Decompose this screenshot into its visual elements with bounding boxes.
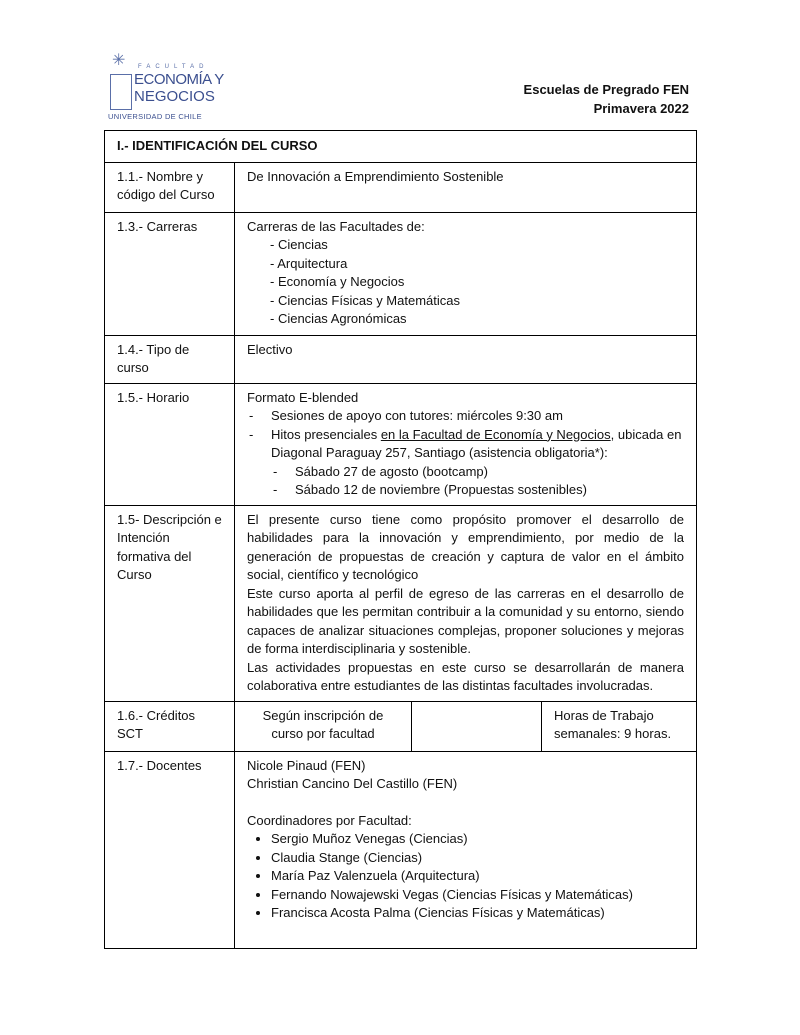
horario-item: - Sesiones de apoyo con tutores: miércoles 9:30 am: [271, 407, 684, 426]
label-horario: 1.5.- Horario: [105, 383, 235, 505]
label-docentes: 1.7.- Docentes: [105, 751, 235, 948]
section-title: I.- IDENTIFICACIÓN DEL CURSO: [105, 131, 697, 163]
desc-paragraph: Este curso aporta al perfil de egreso de las carreras en el desarrollo de habilidades que les permitan contribuir a la comunidad y su entorno, siendo capaces de analizar situaciones complejas, proponer soluciones y mejoras de forma interdisciplinaria y sostenible.: [247, 585, 684, 656]
carrera-item: - Economía y Negocios: [270, 274, 405, 289]
text: Hitos presenciales: [271, 426, 381, 442]
carrera-item: - Ciencias Agronómicas: [270, 311, 407, 326]
header-line2: Primavera 2022: [593, 101, 689, 116]
label-descripcion: 1.5- Descripción e Intención formativa del Curso: [105, 505, 235, 701]
value-horas: Horas de Trabajo semanales: 9 horas.: [542, 701, 697, 751]
fen-logo: [108, 52, 224, 126]
coordinator: • Francisca Acosta Palma (Ciencias Físicas y Matemáticas): [271, 904, 684, 923]
coordinator: • Sergio Muñoz Venegas (Ciencias): [271, 830, 684, 849]
coordinator: • Claudia Stange (Ciencias): [271, 849, 684, 868]
docente: Christian Cancino Del Castillo (FEN): [247, 776, 458, 791]
value-creditos: Según inscripción de curso por facultad: [235, 701, 412, 751]
docente: Nicole Pinaud (FEN): [247, 757, 366, 773]
carrera-item: - Arquitectura: [270, 255, 348, 271]
empty-cell: [412, 701, 542, 751]
carreras-intro: Carreras de las Facultades de:: [247, 218, 425, 234]
coord-title: Coordinadores por Facultad:: [247, 812, 412, 828]
desc-paragraph: El presente curso tiene como propósito promover el desarrollo de habilidades para la innovación y emprendimiento, por medio de la generación de propuestas de creación y captura de valor en el ámbito social, científico y tecnológico: [247, 511, 684, 582]
label-creditos: 1.6.- Créditos SCT: [105, 701, 235, 751]
coordinator: • María Paz Valenzuela (Arquitectura): [271, 867, 684, 886]
horario-format: Formato E-blended: [247, 389, 359, 405]
logo-seal: [110, 74, 132, 110]
logo-line1: ECONOMÍA Y: [134, 71, 224, 88]
value-carreras: [235, 212, 697, 335]
coordinator: • Fernando Nowajewski Vegas (Ciencias Físicas y Matemáticas): [271, 886, 684, 905]
logo-line2: NEGOCIOS: [134, 88, 215, 105]
carrera-item: - Ciencias Físicas y Matemáticas: [270, 292, 460, 308]
value-tipo: Electivo: [235, 335, 697, 383]
logo-star-icon: ✳: [112, 52, 126, 69]
date-item: - Sábado 12 de noviembre (Propuestas sostenibles): [295, 481, 684, 500]
label-carreras: 1.3.- Carreras: [105, 212, 235, 335]
value-descripcion: [235, 505, 697, 701]
logo-facultad: FACULTAD: [138, 64, 209, 70]
header-line1: Escuelas de Pregrado FEN: [523, 82, 689, 97]
value-nombre: De Innovación a Emprendimiento Sostenible: [235, 162, 697, 212]
carrera-item: - Ciencias: [270, 237, 328, 252]
value-docentes: [235, 751, 697, 948]
date-item: - Sábado 27 de agosto (bootcamp): [295, 463, 684, 482]
course-table: [104, 130, 697, 949]
underlined-text: en la Facultad de Economía y Negocios: [380, 426, 611, 442]
label-tipo: 1.4.- Tipo de curso: [105, 335, 235, 383]
text: , ubicada en Diagonal Paraguay 257, Santiago (asistencia obligatoria*):: [271, 426, 682, 460]
logo-line3: UNIVERSIDAD DE CHILE: [108, 112, 202, 121]
value-horario: [235, 383, 697, 505]
desc-paragraph: Las actividades propuestas en este curso se desarrollarán de manera colaborativa entre estudiantes de las distintas facultades involucradas.: [247, 659, 684, 693]
horario-item: [271, 426, 684, 500]
header: [524, 80, 689, 118]
label-nombre: 1.1.- Nombre y código del Curso: [105, 162, 235, 212]
